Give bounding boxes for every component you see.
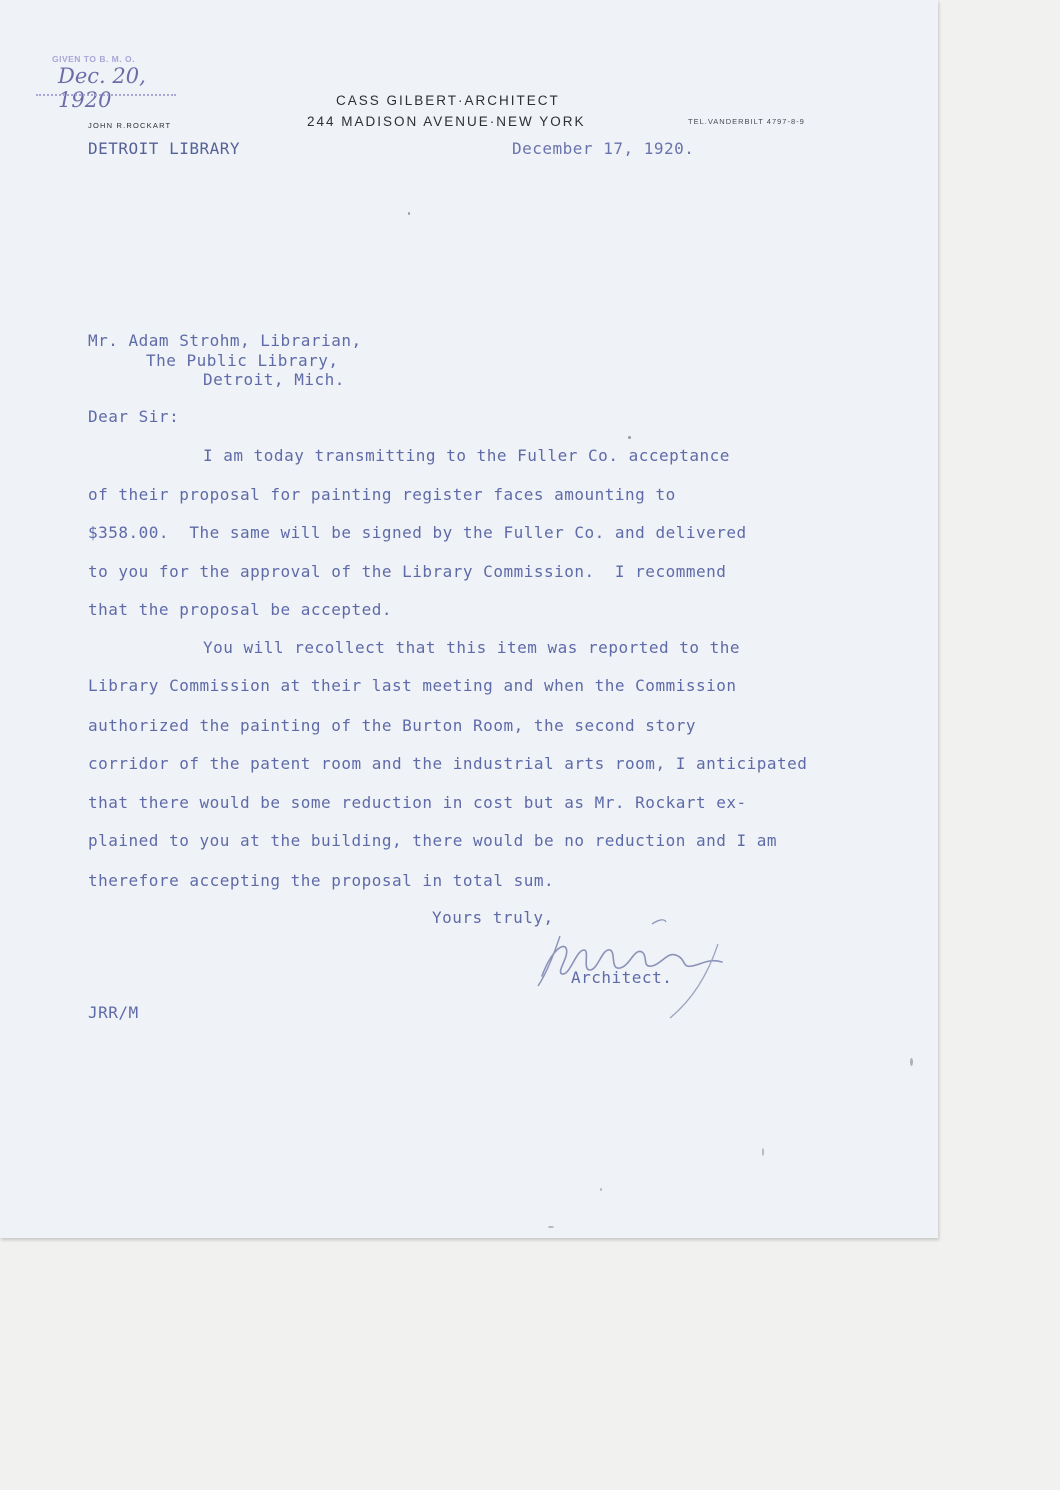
- stamp-handwritten-date: Dec. 20, 1920: [58, 64, 146, 112]
- paper-speck: [762, 1148, 764, 1156]
- body-line: $358.00. The same will be signed by the Fuller Co. and delivered: [88, 523, 747, 542]
- body-line: therefore accepting the proposal in total sum.: [88, 871, 555, 890]
- letter-subject: DETROIT LIBRARY: [88, 139, 240, 158]
- stamp-label: GIVEN TO B. M. O.: [52, 54, 135, 64]
- letterhead-telephone: TEL.VANDERBILT 4797-8-9: [688, 117, 805, 126]
- paper-speck: [628, 436, 631, 439]
- salutation: Dear Sir:: [88, 407, 180, 426]
- body-line: of their proposal for painting register faces amounting to: [88, 485, 676, 504]
- body-line: corridor of the patent room and the industrial arts room, I anticipated: [88, 754, 808, 773]
- paper-speck: [910, 1058, 913, 1066]
- letterhead-associate: JOHN R.ROCKART: [88, 121, 172, 130]
- body-line: authorized the painting of the Burton Room, the second story: [88, 716, 696, 735]
- body-line: plained to you at the building, there would be no reduction and I am: [88, 831, 778, 850]
- body-line: I am today transmitting to the Fuller Co. acceptance: [203, 446, 730, 465]
- letterhead-address: 244 MADISON AVENUE·NEW YORK: [307, 114, 586, 129]
- stamp-dotted-line: [36, 94, 176, 96]
- signature-title: Architect.: [571, 968, 673, 987]
- recipient-line: Detroit, Mich.: [203, 370, 345, 389]
- recipient-line: Mr. Adam Strohm, Librarian,: [88, 331, 362, 350]
- body-line: You will recollect that this item was reported to the: [203, 638, 741, 657]
- recipient-line: The Public Library,: [146, 351, 339, 370]
- reference-initials: JRR/M: [88, 1003, 139, 1022]
- paper-speck: [600, 1188, 602, 1191]
- letterhead-firm: CASS GILBERT·ARCHITECT: [336, 93, 560, 108]
- closing: Yours truly,: [432, 908, 554, 927]
- body-line: to you for the approval of the Library Commission. I recommend: [88, 562, 727, 581]
- paper-speck: [548, 1226, 554, 1228]
- received-stamp: [52, 54, 202, 112]
- paper-speck: [408, 212, 410, 215]
- body-line: Library Commission at their last meeting and when the Commission: [88, 676, 737, 695]
- body-line: that the proposal be accepted.: [88, 600, 392, 619]
- body-line: that there would be some reduction in cost but as Mr. Rockart ex-: [88, 793, 747, 812]
- letter-date: December 17, 1920.: [512, 139, 695, 158]
